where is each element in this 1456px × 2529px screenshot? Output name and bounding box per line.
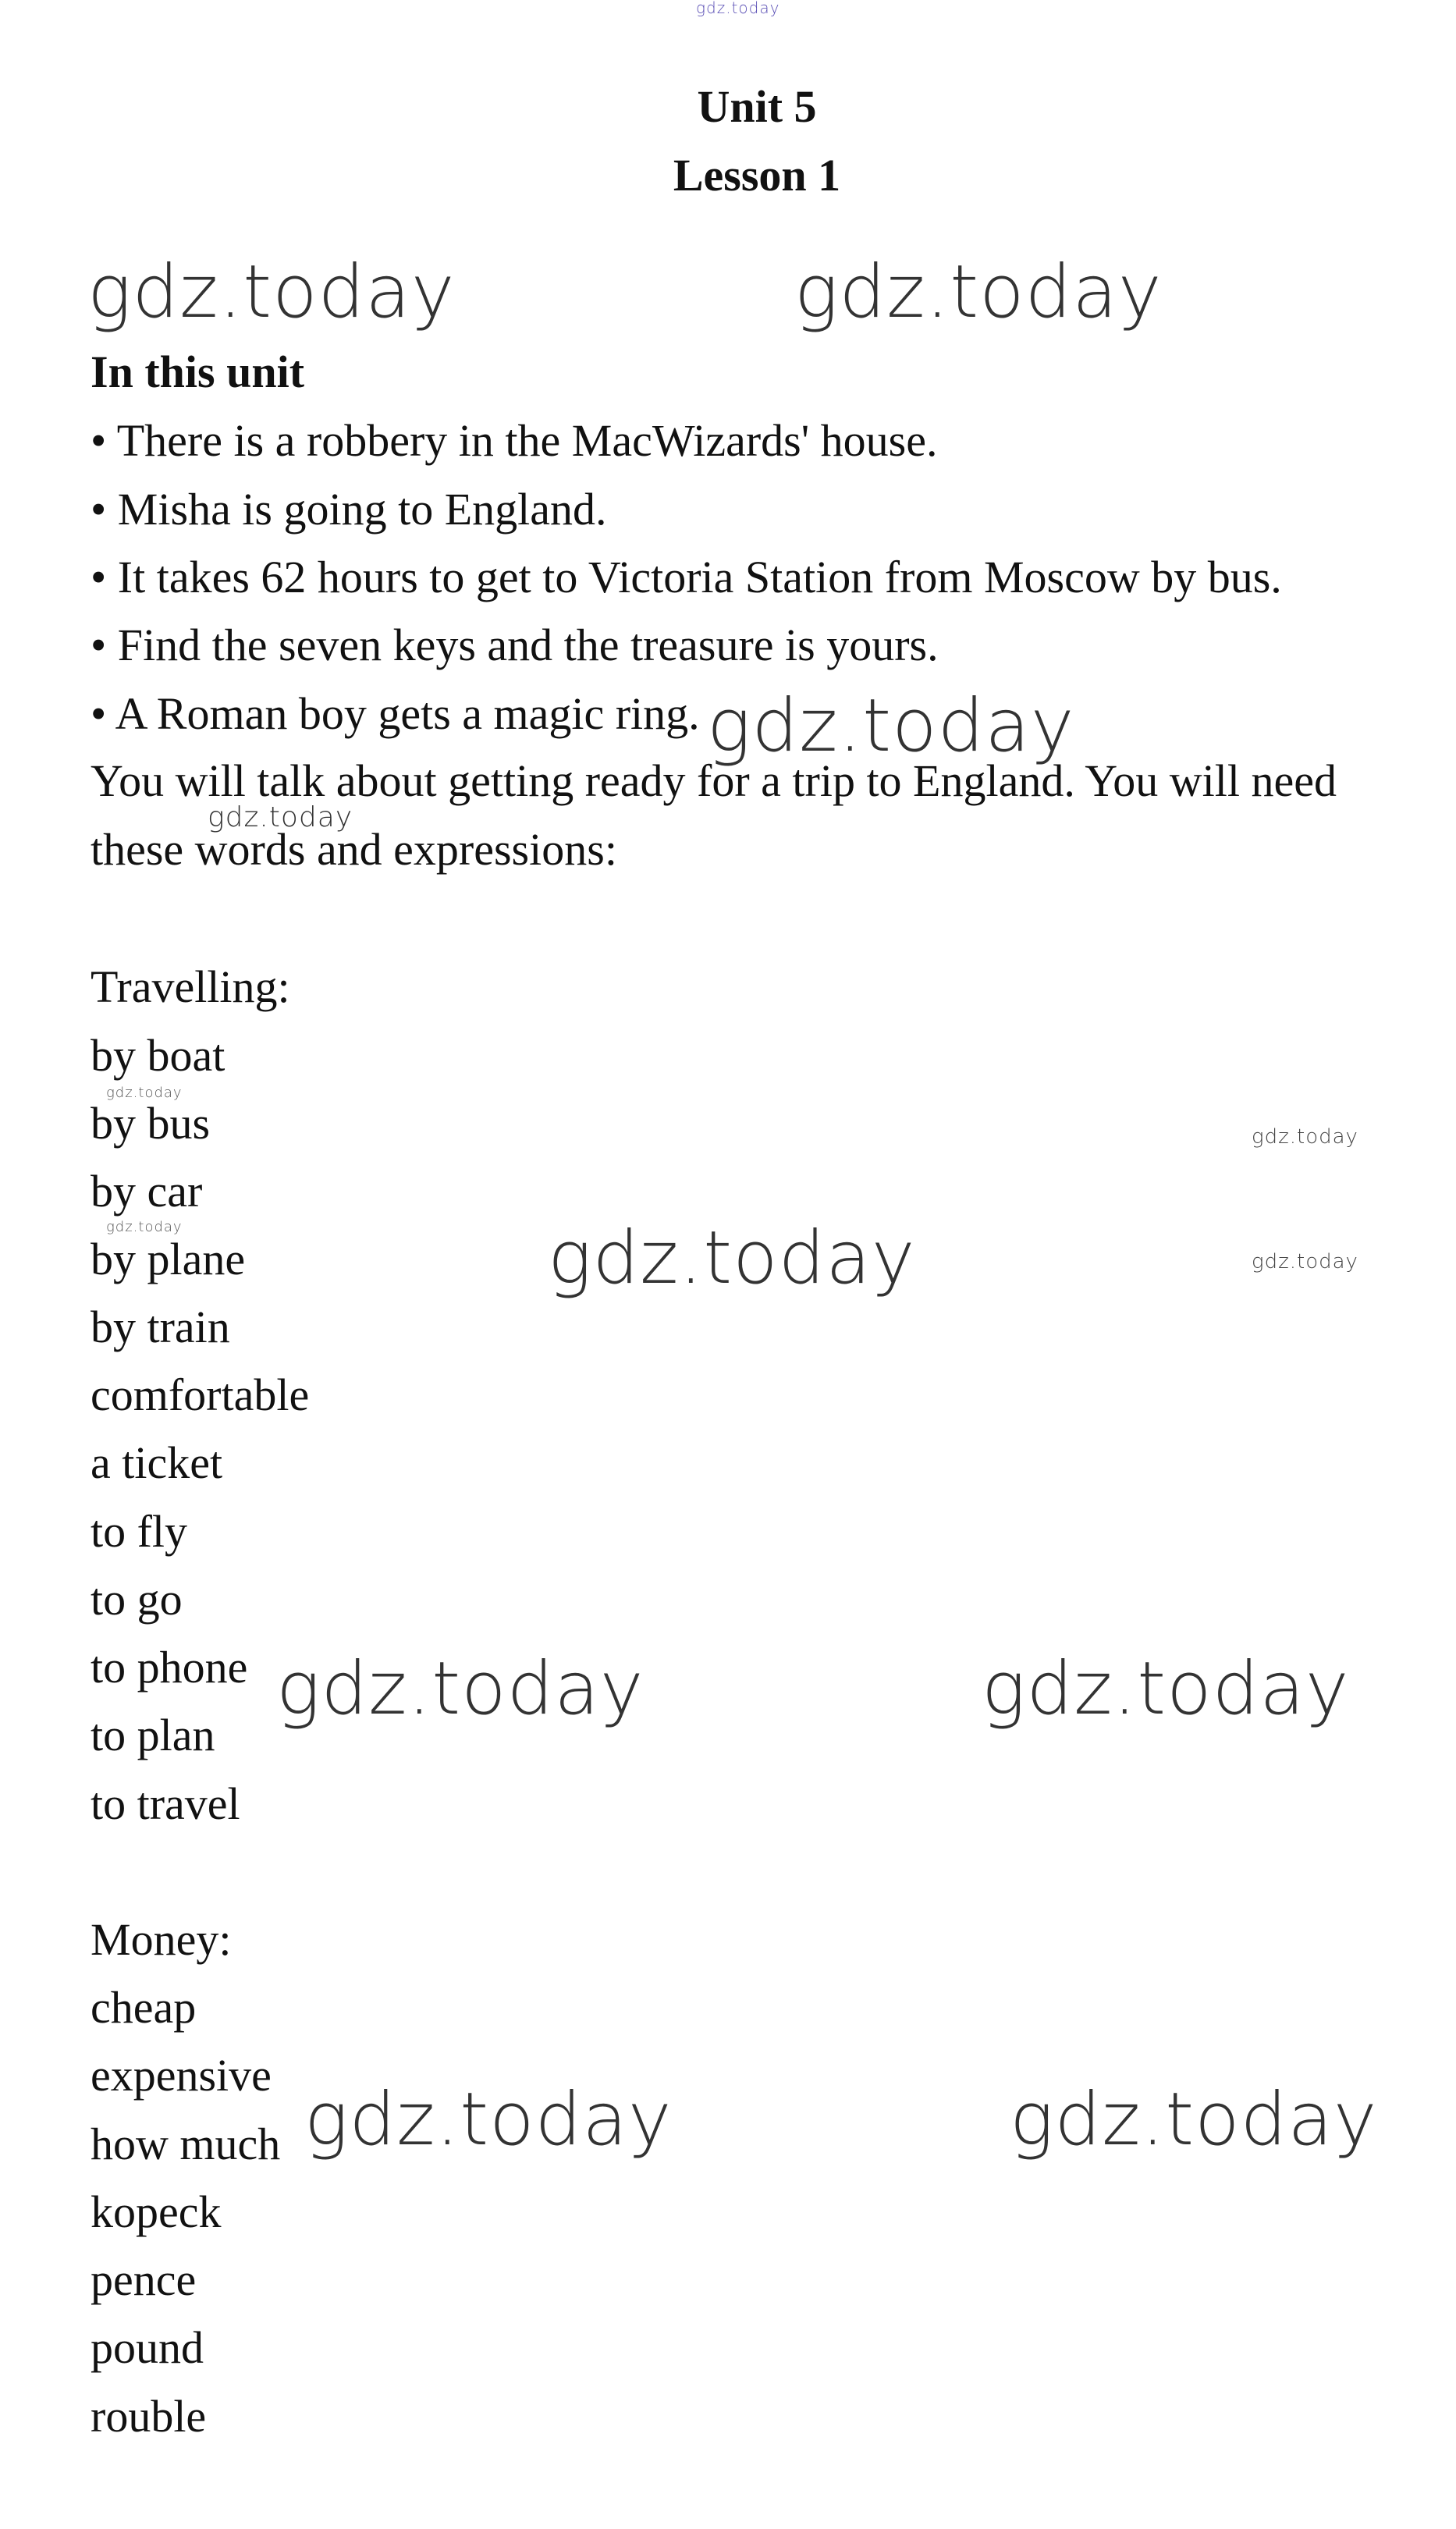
vocab-word: rouble bbox=[91, 2391, 207, 2442]
watermark: gdz.today bbox=[106, 1085, 183, 1101]
unit-title: Unit 5 bbox=[697, 81, 817, 132]
vocab-word: by car bbox=[91, 1166, 203, 1217]
watermark: gdz.today bbox=[982, 1646, 1350, 1732]
top-watermark: gdz.today bbox=[696, 0, 780, 17]
watermark: gdz.today bbox=[1010, 2077, 1378, 2162]
section-heading-in-this-unit: In this unit bbox=[91, 346, 305, 397]
watermark: gdz.today bbox=[794, 250, 1163, 335]
intro-paragraph-line: You will talk about getting ready for a trip to England. You will need bbox=[91, 755, 1337, 806]
vocab-word: kopeck bbox=[91, 2186, 222, 2237]
lesson-title: Lesson 1 bbox=[673, 150, 841, 201]
watermark: gdz.today bbox=[1252, 1125, 1358, 1149]
watermark: gdz.today bbox=[87, 250, 456, 335]
bullet-item: • Misha is going to England. bbox=[91, 484, 607, 535]
vocab-word: how much bbox=[91, 2119, 281, 2169]
vocab-word: pence bbox=[91, 2254, 197, 2305]
watermark: gdz.today bbox=[304, 2077, 673, 2162]
vocab-word: expensive bbox=[91, 2050, 272, 2101]
watermark: gdz.today bbox=[208, 801, 353, 833]
vocab-word: by bus bbox=[91, 1098, 211, 1149]
bullet-item: • A Roman boy gets a magic ring. bbox=[91, 688, 700, 739]
watermark: gdz.today bbox=[1252, 1250, 1358, 1273]
watermark: gdz.today bbox=[276, 1646, 645, 1732]
vocab-word: a ticket bbox=[91, 1437, 223, 1488]
intro-paragraph-line: these words and expressions: bbox=[91, 824, 617, 875]
section-heading-travelling: Travelling: bbox=[91, 961, 290, 1012]
bullet-item: • Find the seven keys and the treasure is yours. bbox=[91, 620, 939, 670]
vocab-word: to fly bbox=[91, 1506, 188, 1557]
vocab-word: by plane bbox=[91, 1234, 246, 1284]
vocab-word: to plan bbox=[91, 1710, 215, 1760]
vocab-word: to go bbox=[91, 1574, 183, 1625]
vocab-word: cheap bbox=[91, 1982, 197, 2033]
bullet-item: • There is a robbery in the MacWizards' house. bbox=[91, 415, 938, 466]
watermark: gdz.today bbox=[106, 1219, 183, 1235]
watermark: gdz.today bbox=[548, 1216, 916, 1301]
bullet-item: • It takes 62 hours to get to Victoria Station from Moscow by bus. bbox=[91, 552, 1282, 602]
vocab-word: to phone bbox=[91, 1642, 248, 1693]
vocab-word: by train bbox=[91, 1302, 230, 1352]
vocab-word: by boat bbox=[91, 1030, 226, 1081]
watermark: gdz.today bbox=[707, 684, 1075, 769]
section-heading-money: Money: bbox=[91, 1914, 232, 1965]
vocab-word: to travel bbox=[91, 1778, 240, 1829]
vocab-word: comfortable bbox=[91, 1369, 310, 1420]
vocab-word: pound bbox=[91, 2322, 204, 2373]
